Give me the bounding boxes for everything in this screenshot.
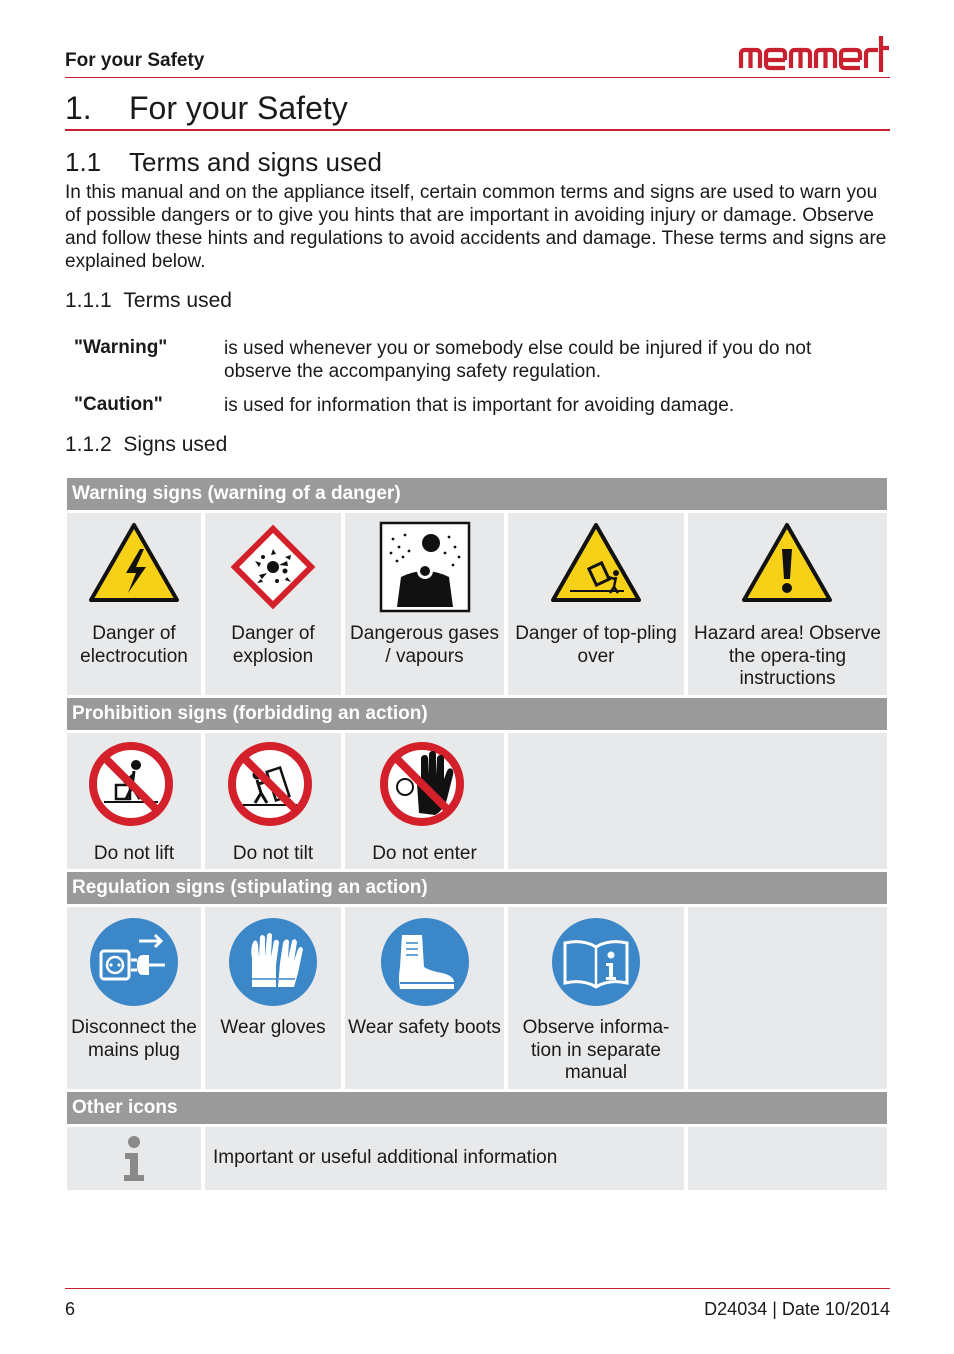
sign-cell-toppling <box>508 513 684 695</box>
do-not-enter-icon <box>379 741 465 827</box>
sign-cell-electrocution <box>67 513 201 695</box>
safety-boots-icon <box>380 917 470 1007</box>
terms-heading-title: Terms used <box>123 289 232 312</box>
explosion-warning-icon <box>227 521 319 613</box>
sign-cell-gases <box>345 513 504 695</box>
sign-cell-do-not-lift <box>67 733 201 869</box>
terms-heading <box>65 289 232 313</box>
info-icon <box>119 1135 149 1183</box>
heading1-rule <box>65 129 890 131</box>
sign-cell-boots <box>345 907 504 1089</box>
signs-heading-title: Signs used <box>123 433 228 456</box>
term-warning: "Warning" <box>74 337 168 358</box>
sign-label: Do not lift <box>93 843 175 864</box>
warning-signs-header: Warning signs (warning of a danger) <box>67 478 887 510</box>
sign-cell-disconnect-plug <box>67 907 201 1089</box>
manual-info-icon <box>551 917 641 1007</box>
memmert-logo <box>738 34 890 79</box>
header-rule <box>65 77 890 78</box>
sign-cell-hazard <box>688 513 887 695</box>
heading2-title: Terms and signs used <box>129 147 382 177</box>
heading2-number: 1.1 <box>65 147 102 177</box>
sign-label: Danger of top-pling over <box>515 623 677 667</box>
sign-cell-do-not-enter <box>345 733 504 869</box>
term-caution: "Caution" <box>74 394 163 415</box>
footer-rule <box>65 1288 890 1289</box>
terms-heading-number: 1.1.1 <box>65 289 112 312</box>
page-number: 6 <box>65 1299 76 1319</box>
sign-label: Danger of explosion <box>231 623 315 667</box>
signs-heading-number: 1.1.2 <box>65 433 112 456</box>
regulation-signs-header: Regulation signs (stipulating an action) <box>67 872 887 904</box>
sign-label: Dangerous gases / vapours <box>350 623 499 667</box>
empty-cell <box>688 1127 887 1190</box>
sign-label: Do not enter <box>372 843 477 864</box>
empty-cell <box>508 733 887 869</box>
toppling-warning-icon <box>550 521 642 603</box>
signs-heading <box>65 433 227 457</box>
sign-cell-do-not-tilt <box>205 733 341 869</box>
running-title: For your Safety <box>65 50 205 71</box>
document-info: D24034 | Date 10/2014 <box>704 1299 890 1319</box>
sign-label: Hazard area! Observe the opera-ting instructions <box>694 623 881 689</box>
sign-cell-explosion <box>205 513 341 695</box>
disconnect-plug-icon <box>89 917 179 1007</box>
sign-label: Wear safety boots <box>348 1017 501 1038</box>
do-not-tilt-icon <box>227 741 313 827</box>
gloves-icon <box>228 917 318 1007</box>
prohibition-signs-header: Prohibition signs (forbidding an action) <box>67 698 887 730</box>
intro-paragraph: In this manual and on the appliance itself, certain common terms and signs are used to warn you of possible dangers or to give you hints that are important in avoiding injury or damage. Observe and follow these hints and regulations to avoid accidents and damage. These terms and signs are explained below. <box>65 182 887 272</box>
other-icon-description-cell <box>205 1127 684 1190</box>
term-caution-definition: is used for information that is important for avoiding damage. <box>224 395 735 416</box>
sign-label: Do not tilt <box>232 843 314 864</box>
sign-label: Danger of electrocution <box>80 623 188 667</box>
sign-label: Disconnect the mains plug <box>71 1017 197 1061</box>
other-icon-description: Important or useful additional information <box>213 1147 558 1168</box>
heading1-number: 1. <box>65 90 92 126</box>
other-icon-cell <box>67 1127 201 1190</box>
heading1-title: For your Safety <box>129 90 348 126</box>
sign-cell-manual <box>508 907 684 1089</box>
term-warning-definition: is used whenever you or somebody else could be injured if you do not observe the accompanying safety regulation. <box>224 338 812 382</box>
gases-vapours-warning-icon <box>379 521 471 613</box>
sign-cell-gloves <box>205 907 341 1089</box>
other-icons-header: Other icons <box>67 1092 887 1124</box>
sign-label: Wear gloves <box>220 1017 326 1038</box>
empty-cell <box>688 907 887 1089</box>
electrocution-warning-icon <box>88 521 180 603</box>
sign-label: Observe informa-tion in separate manual <box>522 1017 670 1083</box>
hazard-area-warning-icon <box>741 521 833 603</box>
do-not-lift-icon <box>88 741 174 827</box>
